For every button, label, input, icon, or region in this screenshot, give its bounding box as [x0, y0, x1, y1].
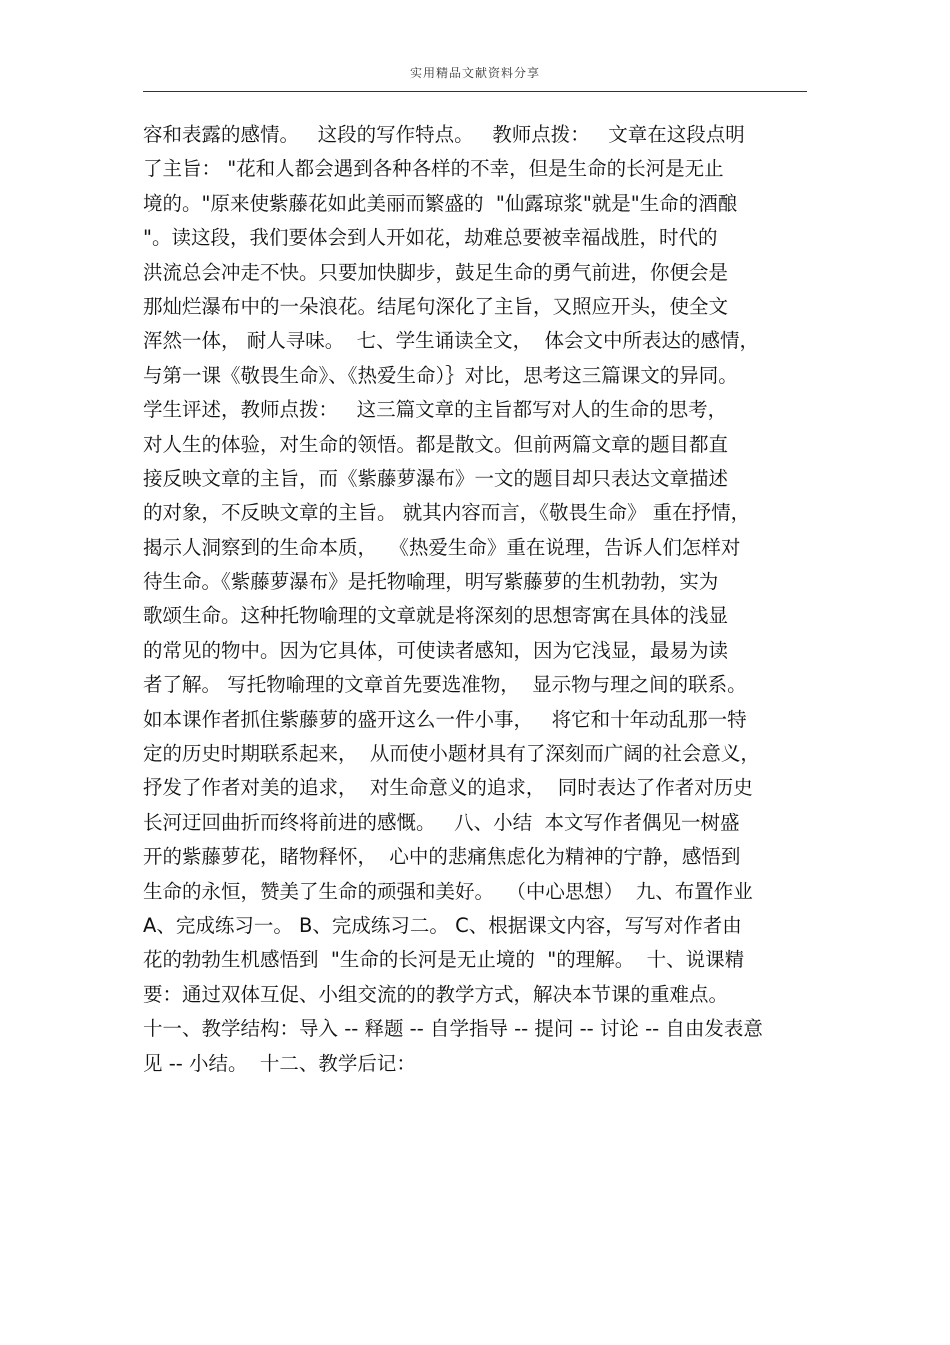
text-line: 揭示人洞察到的生命本质， 《热爱生命》重在说理，告诉人们怎样对 [143, 535, 741, 559]
text-line: 那灿烂瀑布中的一朵浪花。结尾句深化了主旨，又照应开头，使全文 [143, 294, 729, 318]
text-line: 要：通过双体互促、小组交流的的教学方式，解决本节课的重难点。 [143, 982, 729, 1006]
text-line: 了主旨： "花和人都会遇到各种各样的不幸，但是生命的长河是无止 [143, 157, 724, 181]
text-line: 抒发了作者对美的追求， 对生命意义的追求， 同时表达了作者对历史 [143, 776, 753, 800]
text-line: 定的历史时期联系起来， 从而使小题材具有了深刻而广阔的社会意义， [143, 742, 760, 766]
text-line: 长河迂回曲折而终将前进的感慨。 八、小结 本文写作者偶见一树盛 [143, 810, 740, 834]
header-divider [143, 91, 807, 92]
document-body [143, 118, 807, 1081]
text-line: "。读这段，我们要体会到人开如花，劫难总要被幸福战胜，时代的 [143, 226, 718, 250]
text-line: 接反映文章的主旨，而《紫藤萝瀑布》一文的题目却只表达文章描述 [143, 466, 729, 490]
text-line: 的对象，不反映文章的主旨。 就其内容而言，《敬畏生命》 重在抒情， [143, 501, 751, 525]
text-line: 花的勃勃生机感悟到 "生命的长河是无止境的 "的理解。 十、说课精 [143, 948, 745, 972]
text-line: 的常见的物中。因为它具体，可使读者感知，因为它浅显，最易为读 [143, 638, 729, 662]
text-line: 者了解。 写托物喻理的文章首先要选准物， 显示物与理之间的联系。 [143, 673, 747, 697]
page-header: 实用精品文献资料分享 [409, 66, 540, 80]
text-line: 与第一课《敬畏生命》、《热爱生命）｝对比，思考这三篇课文的异同。 [143, 363, 738, 387]
text-line: 见 -- 小结。 十二、教学后记： [143, 1051, 416, 1075]
text-line: 待生命。《紫藤萝瀑布》是托物喻理，明写紫藤萝的生机勃勃，实为 [143, 570, 719, 594]
text-line: A、完成练习一。 B、完成练习二。 C、根据课文内容，写写对作者由 [143, 913, 742, 937]
text-line: 容和表露的感情。 这段的写作特点。 教师点拨： 文章在这段点明 [143, 123, 745, 146]
text-line: 生命的永恒，赞美了生命的顽强和美好。 （中心思想） 九、布置作业 [143, 879, 753, 903]
text-line: 开的紫藤萝花，睹物释怀， 心中的悲痛焦虑化为精神的宁静，感悟到 [143, 845, 741, 869]
text-line: 浑然一体， 耐人寻味。 七、学生诵读全文， 体会文中所表达的感情， [143, 329, 759, 353]
text-line: 歌颂生命。这种托物喻理的文章就是将深刻的思想寄寓在具体的浅显 [143, 604, 729, 628]
text-line: 如本课作者抓住紫藤萝的盛开这么一件小事， 将它和十年动乱那一特 [143, 707, 747, 731]
text-line: 境的。"原来使紫藤花如此美丽而繁盛的 "仙露琼浆"就是"生命的酒酿 [143, 191, 738, 215]
text-line: 洪流总会冲走不快。只要加快脚步，鼓足生命的勇气前进，你便会是 [143, 260, 729, 284]
text-line: 学生评述，教师点拨： 这三篇文章的主旨都写对人的生命的思考， [143, 398, 728, 422]
text-line: 对人生的体验，对生命的领悟。都是散文。但前两篇文章的题目都直 [143, 432, 729, 456]
text-line: 十一、教学结构：导入 -- 释题 -- 自学指导 -- 提问 -- 讨论 -- 自由发表意 [143, 1017, 763, 1041]
